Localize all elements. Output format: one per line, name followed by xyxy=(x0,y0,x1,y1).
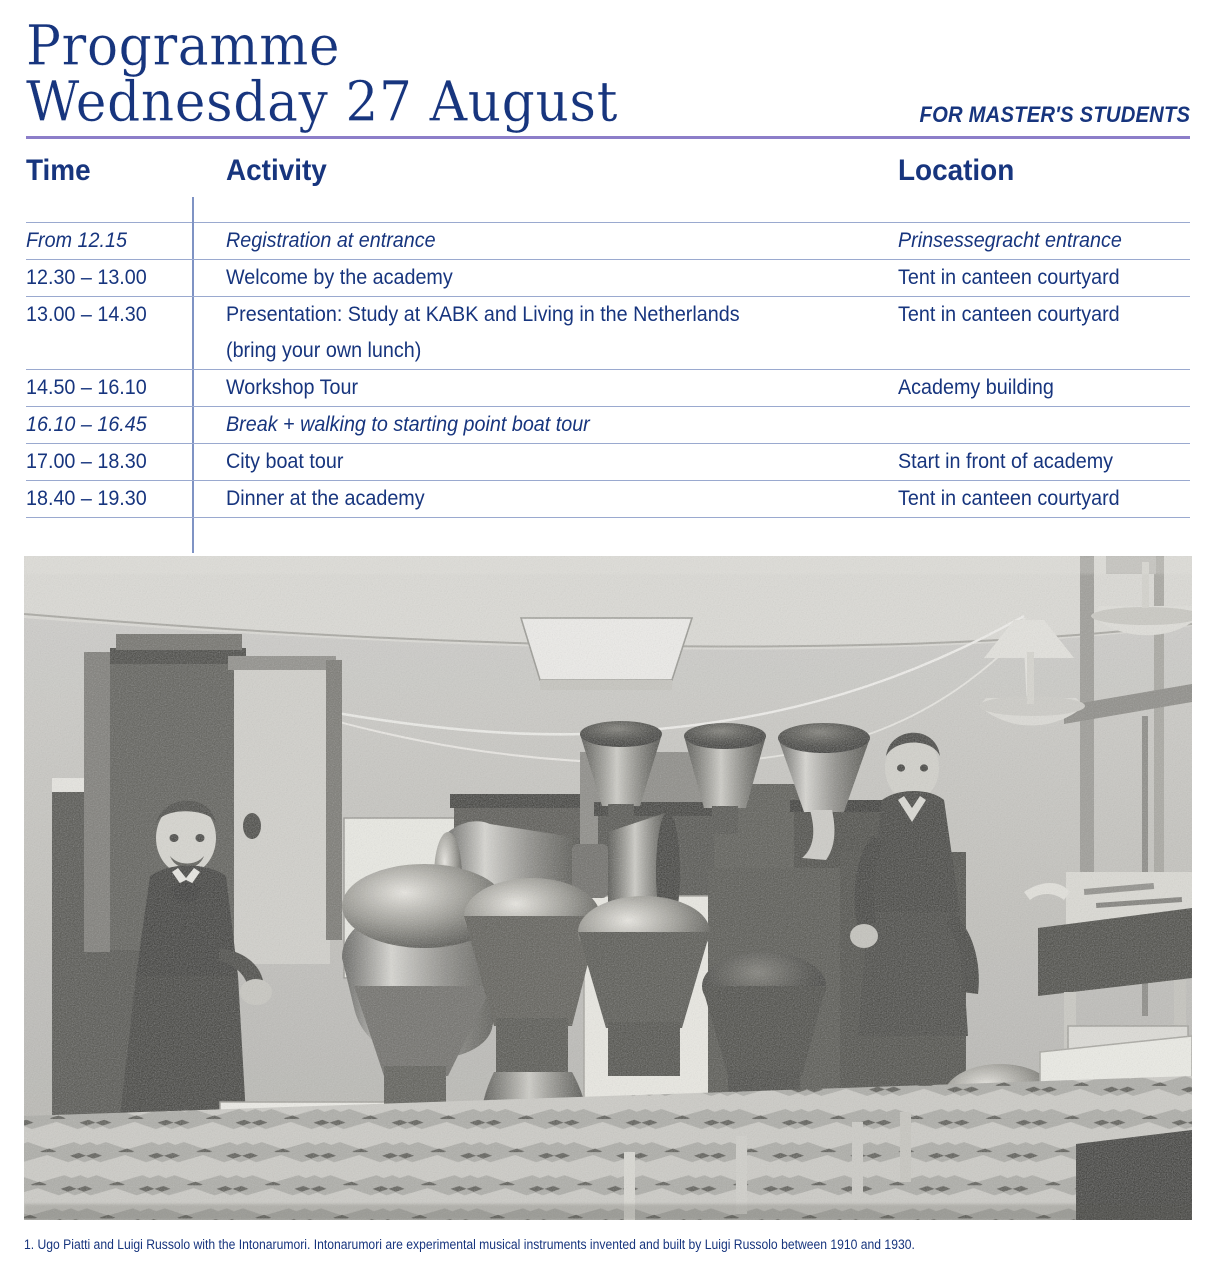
table-row xyxy=(26,444,1190,481)
title-line-date: Wednesday 27 August xyxy=(26,70,619,135)
table-row xyxy=(26,297,1190,370)
cell-time: 17.00 – 18.30 xyxy=(26,450,147,473)
column-header-activity: Activity xyxy=(226,154,327,187)
cell-time: From 12.15 xyxy=(26,229,127,252)
cell-activity: Break + walking to starting point boat tour xyxy=(226,413,590,436)
cell-time: 14.50 – 16.10 xyxy=(26,376,147,399)
cell-activity-note: (bring your own lunch) xyxy=(226,339,422,362)
cell-time: 12.30 – 13.00 xyxy=(26,266,147,289)
table-row xyxy=(26,481,1190,518)
cell-location: Tent in canteen courtyard xyxy=(898,487,1120,510)
column-header-time: Time xyxy=(26,154,91,187)
cell-location: Tent in canteen courtyard xyxy=(898,303,1120,326)
cell-activity: Workshop Tour xyxy=(226,376,359,399)
page-header xyxy=(26,14,1190,136)
cell-location: Academy building xyxy=(898,376,1054,399)
photo-caption: 1. Ugo Piatti and Luigi Russolo with the Intonarumori. Intonarumori are experimental musical instruments invented and built by Luigi Russolo between 1910 and 1930. xyxy=(24,1237,915,1252)
photo-illustration xyxy=(24,556,1192,1220)
table-row xyxy=(26,370,1190,407)
table-row xyxy=(26,223,1190,260)
cell-activity: Registration at entrance xyxy=(226,229,436,252)
column-header-location: Location xyxy=(898,154,1015,187)
table-row xyxy=(26,407,1190,444)
cell-location: Prinsessegracht entrance xyxy=(898,229,1122,252)
page-title xyxy=(26,14,926,135)
cell-location: Tent in canteen courtyard xyxy=(898,266,1120,289)
cell-activity-main: Presentation: Study at KABK and Living in the Netherlands xyxy=(226,303,740,326)
header-divider xyxy=(26,136,1190,139)
cell-time: 16.10 – 16.45 xyxy=(26,413,147,436)
cell-activity: Welcome by the academy xyxy=(226,266,453,289)
table-footer-spacer xyxy=(26,518,1190,546)
table-body xyxy=(26,222,1190,546)
intonarumori-photo xyxy=(24,556,1192,1220)
cell-time: 18.40 – 19.30 xyxy=(26,487,147,510)
cell-time: 13.00 – 14.30 xyxy=(26,303,147,326)
table-header-row xyxy=(26,152,1190,200)
title-line-programme: Programme xyxy=(26,14,341,79)
cell-activity: City boat tour xyxy=(226,450,344,473)
table-row xyxy=(26,260,1190,297)
cell-activity: Dinner at the academy xyxy=(226,487,425,510)
audience-label: FOR MASTER'S STUDENTS xyxy=(919,102,1190,127)
cell-location: Start in front of academy xyxy=(898,450,1114,473)
programme-table xyxy=(26,152,1190,546)
cell-activity xyxy=(226,301,846,365)
